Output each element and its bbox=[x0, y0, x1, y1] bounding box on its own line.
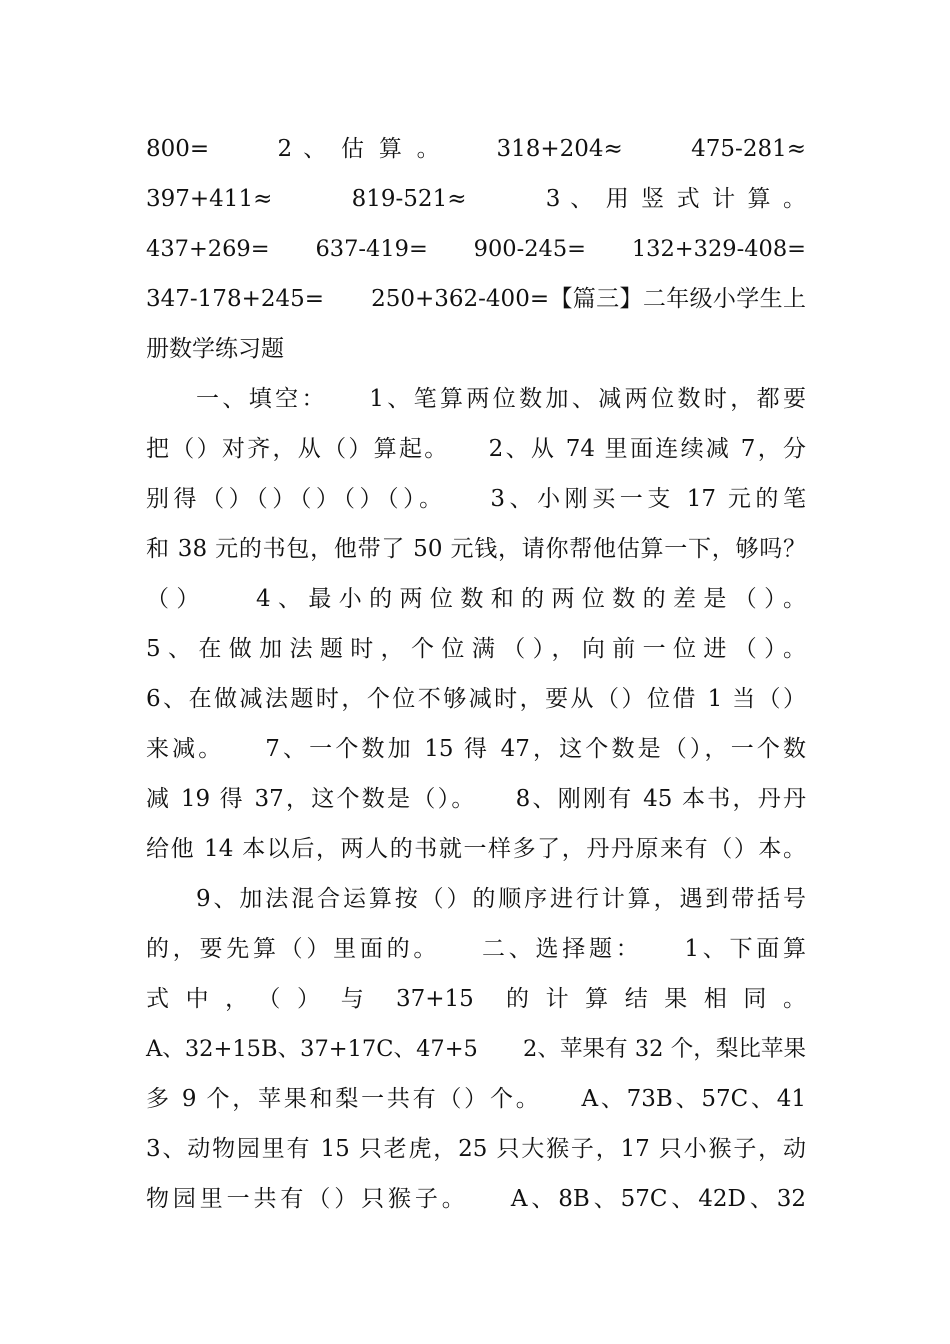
text-line-21: 3、动物园里有 15 只老虎，25 只大猴子，17 只小猴子，动 bbox=[146, 1136, 806, 1162]
text-line-6: 一、填空： 1、笔算两位数加、减两位数时，都要 bbox=[196, 386, 806, 412]
text-line-3: 437+269= 637-419= 900-245= 132+329-408= bbox=[146, 236, 806, 262]
text-line-4: 347-178+245= 250+362-400=【篇三】二年级小学生上 bbox=[146, 286, 806, 312]
text-line-22: 物园里一共有（）只猴子。 A、8B、57C、42D、32 bbox=[146, 1186, 806, 1212]
text-line-13: 来减。 7、一个数加 15 得 47，这个数是（），一个数 bbox=[146, 736, 806, 762]
text-line-19: A、32+15B、37+17C、47+5 2、苹果有 32 个，梨比苹果 bbox=[146, 1036, 806, 1062]
text-line-7: 把（）对齐，从（）算起。 2、从 74 里面连续减 7，分 bbox=[146, 436, 806, 462]
text-line-11: 5、在做加法题时，个位满（），向前一位进（）。 bbox=[146, 636, 806, 662]
text-line-1: 800= 2 、 估 算 。 318+204≈ 475-281≈ bbox=[146, 136, 806, 162]
text-line-20: 多 9 个，苹果和梨一共有（）个。 A、73B、57C、41 bbox=[146, 1086, 806, 1112]
text-line-18: 式 中 ， （ ） 与 37+15 的 计 算 结 果 相 同 。 bbox=[146, 986, 806, 1012]
text-line-9: 和 38 元的书包，他带了 50 元钱，请你帮他估算一下，够吗？ bbox=[146, 536, 806, 562]
text-line-2: 397+411≈ 819-521≈ 3 、 用 竖 式 计 算 。 bbox=[146, 186, 806, 212]
text-line-8: 别得（）（）（）（）（）。 3、小刚买一支 17 元的笔 bbox=[146, 486, 806, 512]
text-line-12: 6、在做减法题时，个位不够减时，要从（）位借 1 当（） bbox=[146, 686, 806, 712]
text-line-17: 的，要先算（）里面的。 二、选择题： 1、下面算 bbox=[146, 936, 806, 962]
text-line-10: （） 4、最小的两位数和的两位数的差是（）。 bbox=[146, 586, 806, 612]
text-line-14: 减 19 得 37，这个数是（）。 8、刚刚有 45 本书，丹丹 bbox=[146, 786, 806, 812]
text-line-16: 9、加法混合运算按（）的顺序进行计算，遇到带括号 bbox=[196, 886, 806, 912]
text-line-5: 册数学练习题 bbox=[146, 336, 284, 362]
text-line-15: 给他 14 本以后，两人的书就一样多了，丹丹原来有（）本。 bbox=[146, 836, 806, 862]
